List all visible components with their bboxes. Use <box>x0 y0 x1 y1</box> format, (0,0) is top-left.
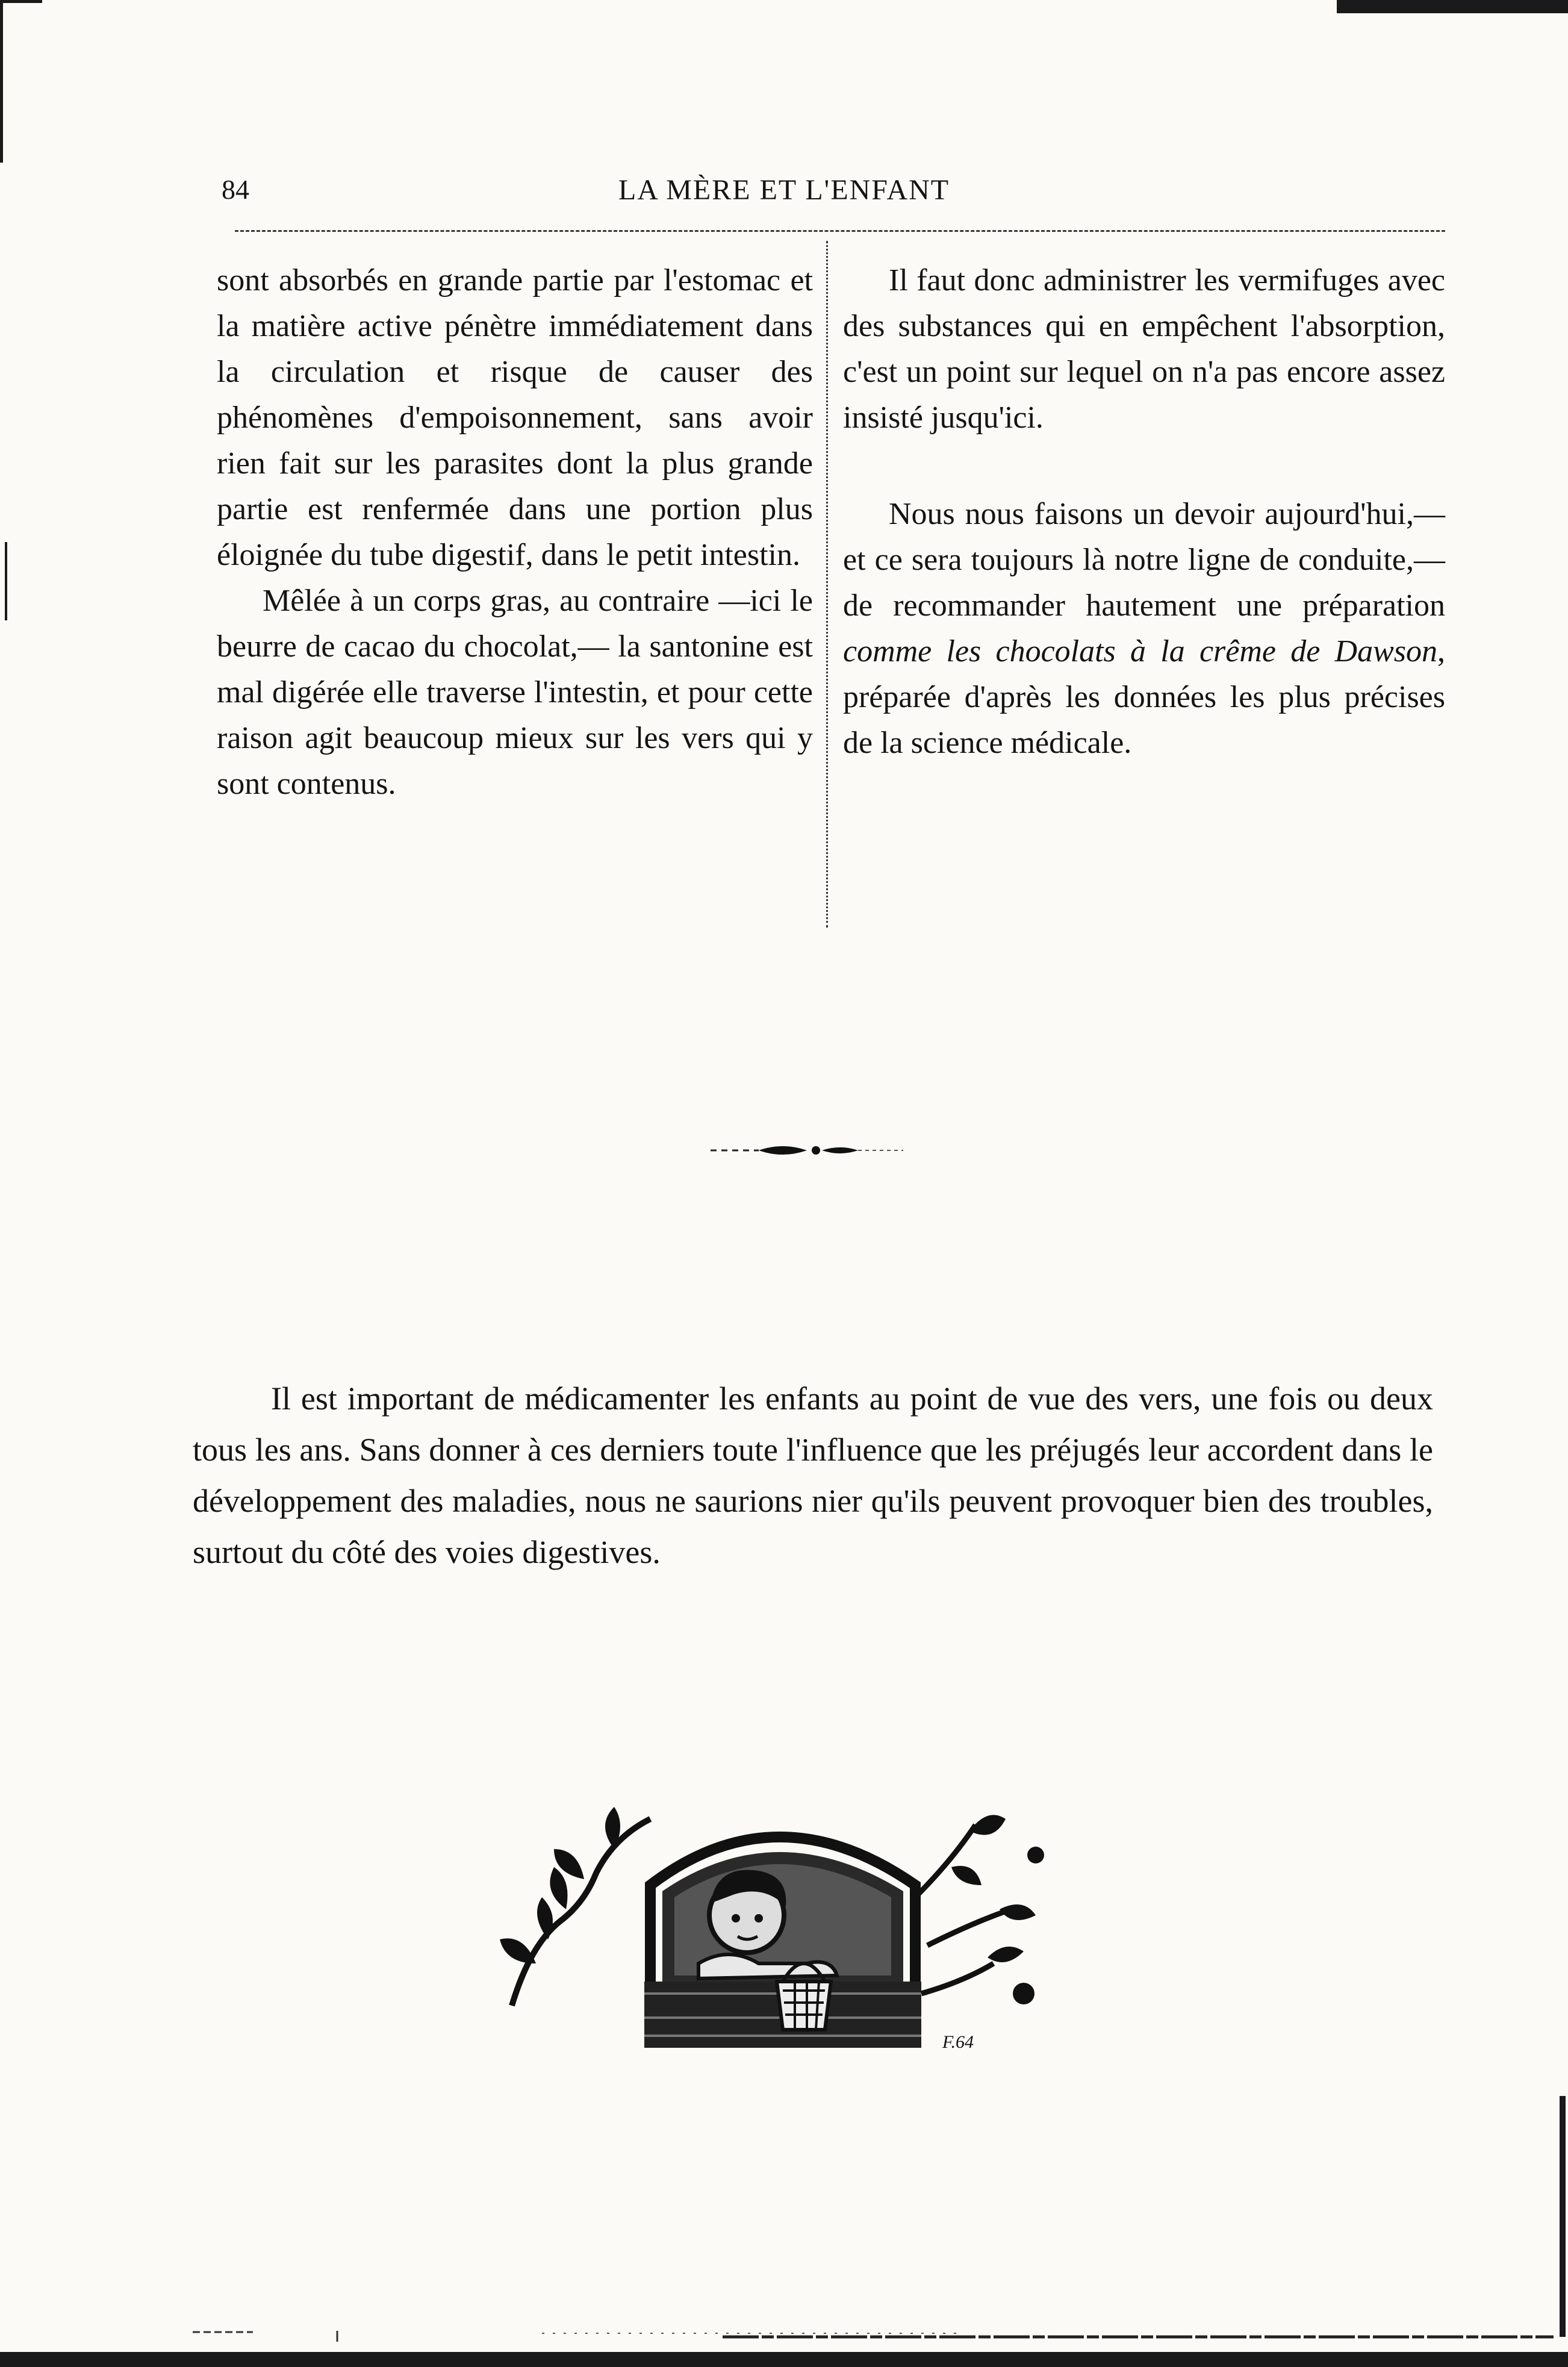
vignette-signature: F.64 <box>942 2032 974 2052</box>
page-header <box>0 173 1568 222</box>
page-number: 84 <box>222 174 249 205</box>
scan-edge-right <box>1560 2096 1566 2337</box>
scan-edge-left-mark <box>5 542 7 620</box>
right-paragraph-2-start: Nous nous faisons un devoir aujourd'hui,—et ce sera toujours là notre ligne de conduite,—de recommander hautement une préparation <box>843 497 1445 623</box>
right-paragraph-2 <box>843 491 1445 766</box>
engraved-vignette-icon <box>494 1765 1060 2066</box>
product-name-italic: comme les chocolats à la crême de Dawson <box>843 634 1437 669</box>
scan-bottom-noise <box>120 2319 1566 2343</box>
main-paragraph: Il est important de médicamenter les enfants au point de vue des vers, une fois ou deux tous les ans. Sans donner à ces derniers toute l'influence que les préjugés leur accordent dans le développement des maladies, nous ne saurions nier qu'ils peuvent provoquer bien des troubles, surtout du côté des voies digestives. <box>193 1380 1433 1570</box>
header-rule <box>235 230 1445 232</box>
column-divider <box>826 241 828 928</box>
left-paragraph-2: Mêlée à un corps gras, au contraire —ici le beurre de cacao du chocolat,— la santonine est mal digérée elle traverse l'intestin, et pour cette raison agit beaucoup mieux sur les vers qui y sont contenus. <box>217 584 813 801</box>
scan-edge-bottom <box>0 2352 1568 2367</box>
scan-edge-top-left <box>0 0 42 3</box>
right-column <box>843 258 1445 766</box>
right-paragraph-1: Il faut donc administrer les vermifuges avec des substances qui en empêchent l'absorption, c'est un point sur lequel on n'a pas encore assez insisté jusqu'ici. <box>843 263 1445 435</box>
left-column <box>217 258 813 807</box>
right-paragraph-2-end: , préparée d'après les données les plus précises de la science médicale. <box>843 634 1445 760</box>
left-paragraph-1: sont absorbés en grande partie par l'estomac et la matière active pénètre immédiatement dans la circulation et risque de causer des phénomènes d'empoisonnement, sans avoir rien fait sur les parasites dont la plus grande partie est renfermée dans une portion plus éloignée du tube digestif, dans le petit intestin. <box>217 263 813 572</box>
scan-edge-top-right <box>1337 0 1568 13</box>
running-title: LA MÈRE ET L'ENFANT <box>618 174 950 206</box>
scan-edge-left <box>0 0 3 163</box>
section-ornament-icon <box>711 1138 903 1162</box>
